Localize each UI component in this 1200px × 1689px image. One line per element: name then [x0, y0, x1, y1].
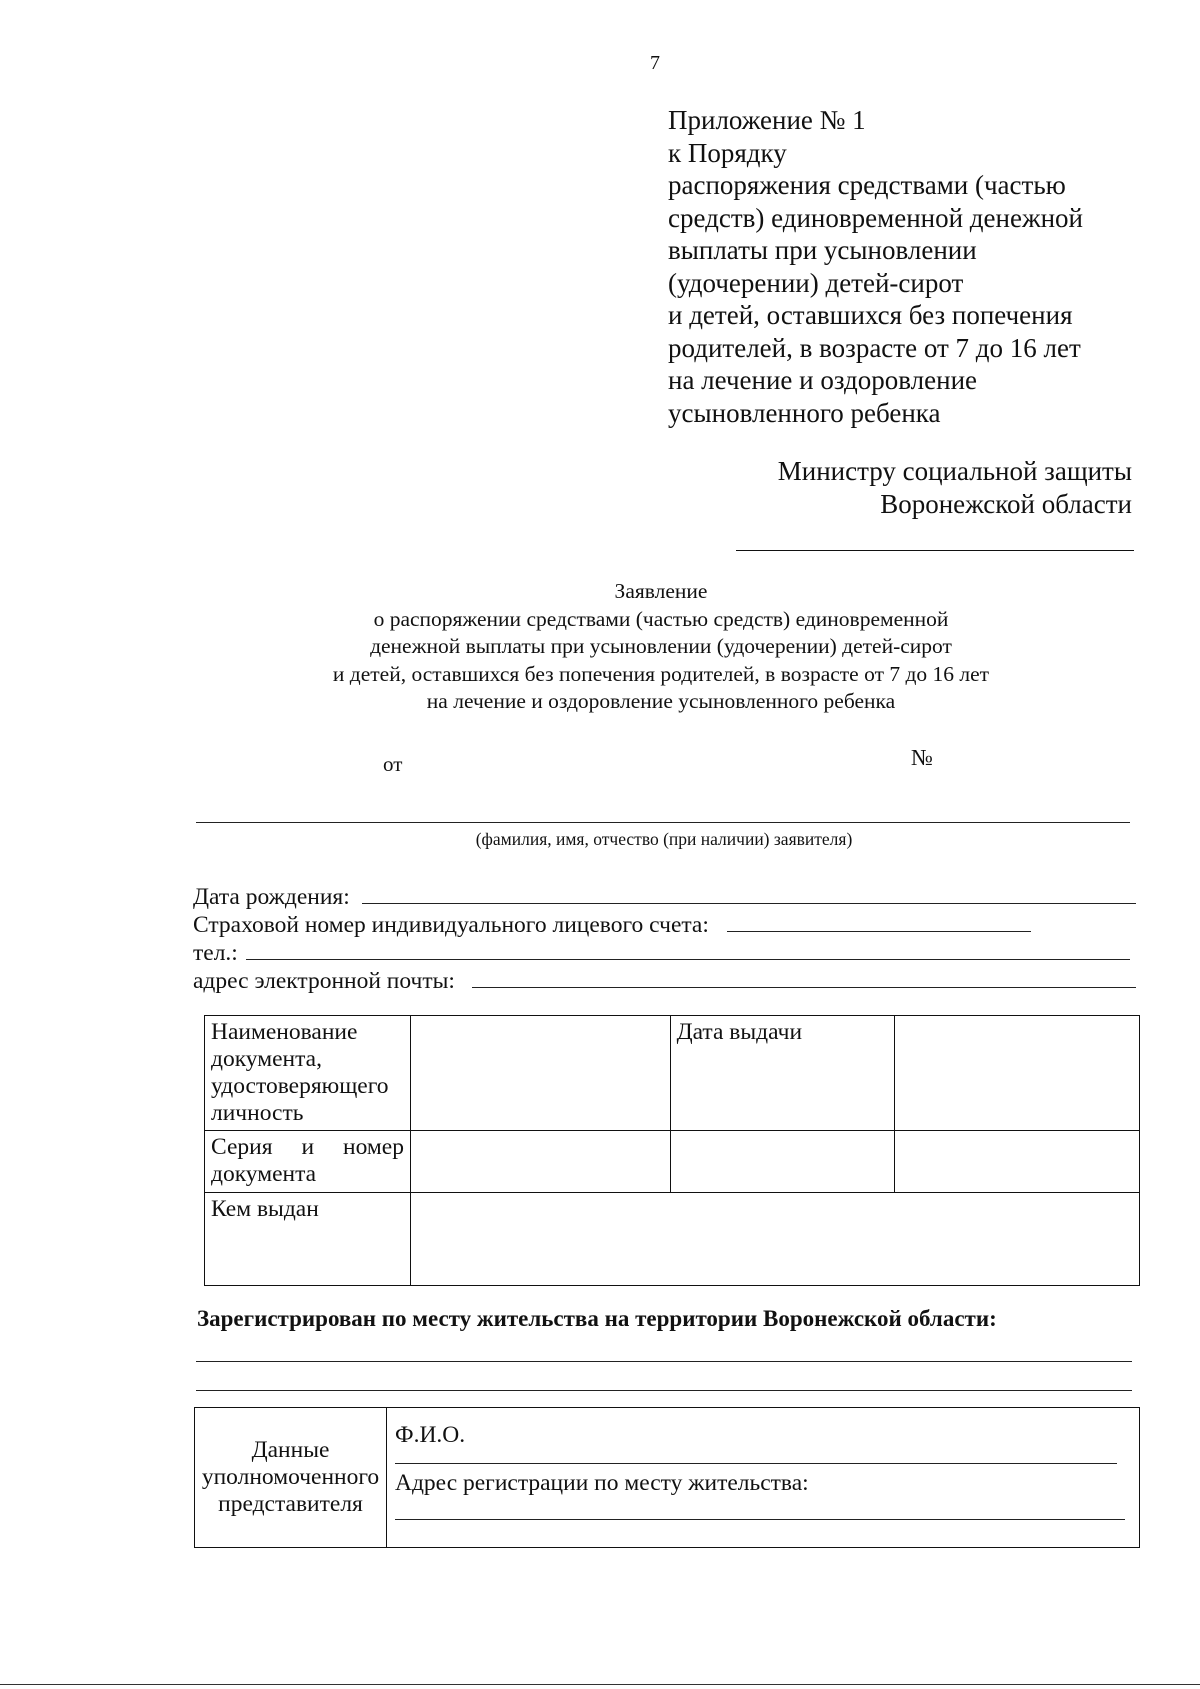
appendix-line: родителей, в возрасте от 7 до 16 лет: [668, 332, 1081, 363]
snils-field: [193, 912, 709, 939]
birth-date-line[interactable]: [362, 903, 1136, 904]
table-row: [195, 1408, 1140, 1548]
appendix-line: средств) единовременной денежной: [668, 202, 1083, 233]
appendix-line: (удочерении) детей-сирот: [668, 267, 964, 298]
email-field: [193, 968, 455, 995]
page-number: 7: [650, 52, 660, 74]
representative-fio-line[interactable]: [395, 1463, 1117, 1464]
appendix-line: распоряжения средствами (частью: [668, 170, 1066, 200]
addressee: [778, 455, 1132, 521]
issue-date-value[interactable]: [895, 1016, 1140, 1131]
birth-date-field: [193, 884, 350, 911]
applicant-caption: (фамилия, имя, отчество (при наличии) заявителя): [475, 829, 853, 849]
page-bottom-edge: [0, 1684, 1200, 1685]
title-line: на лечение и оздоровление усыновленного ребенка: [426, 689, 896, 713]
snils-label: Страховой номер индивидуального лицевого счета:: [193, 912, 709, 938]
applicant-name-line[interactable]: [196, 822, 1130, 823]
email-line[interactable]: [472, 987, 1136, 988]
identity-document-table: [204, 1015, 1140, 1286]
issue-date-label: Дата выдачи: [670, 1016, 895, 1131]
from-label: от: [383, 752, 403, 776]
appendix-line: и детей, оставшихся без попечения: [668, 300, 1073, 330]
title-line: денежной выплаты при усыновлении (удочерении) детей-сирот: [370, 634, 952, 658]
number-label: №: [911, 745, 933, 770]
series-number-extra-1[interactable]: [670, 1131, 895, 1193]
representative-label: Данные уполномоченного представителя: [195, 1408, 387, 1548]
phone-label: тел.:: [193, 940, 238, 966]
registration-title: Зарегистрирован по месту жительства на территории Воронежской области:: [197, 1306, 997, 1331]
appendix-line: Приложение № 1: [668, 105, 866, 135]
series-number-label: Серия и номер документа: [205, 1131, 411, 1193]
appendix-header: [668, 104, 1083, 429]
table-row: [205, 1131, 1140, 1193]
doc-name-label: Наименование документа, удостоверяющего личность: [205, 1016, 411, 1131]
title-line: о распоряжении средствами (частью средств) единовременной: [373, 606, 949, 631]
doc-name-value[interactable]: [410, 1016, 670, 1131]
registration-line-1[interactable]: [196, 1361, 1132, 1362]
series-number-value[interactable]: [410, 1131, 670, 1193]
addressee-line-1: Министру социальной защиты: [777, 456, 1132, 486]
table-row: [205, 1193, 1140, 1286]
series-number-extra-2[interactable]: [895, 1131, 1140, 1193]
table-row: [205, 1016, 1140, 1131]
application-title: [0, 578, 1200, 716]
phone-field: [193, 940, 238, 967]
issued-by-value[interactable]: [410, 1193, 1139, 1286]
phone-line[interactable]: [246, 959, 1130, 960]
representative-address-label: Адрес регистрации по месту жительства:: [395, 1470, 809, 1496]
snils-line[interactable]: [727, 931, 1031, 932]
addressee-blank-line[interactable]: [736, 550, 1134, 551]
appendix-line: к Порядку: [668, 137, 787, 168]
appendix-line: усыновленного ребенка: [668, 397, 941, 428]
appendix-line: на лечение и оздоровление: [668, 365, 978, 395]
title-line: Заявление: [614, 579, 708, 603]
appendix-line: выплаты при усыновлении: [668, 235, 977, 265]
title-line: и детей, оставшихся без попечения родителей, в возрасте от 7 до 16 лет: [332, 661, 990, 686]
representative-fio-label: Ф.И.О.: [395, 1422, 466, 1448]
issued-by-label: Кем выдан: [205, 1193, 411, 1286]
addressee-line-2: Воронежской области: [880, 489, 1132, 519]
representative-details: [387, 1408, 1140, 1548]
email-label: адрес электронной почты:: [193, 968, 455, 994]
registration-line-2[interactable]: [196, 1390, 1132, 1391]
representative-table: [194, 1407, 1140, 1548]
representative-address-line[interactable]: [395, 1519, 1125, 1520]
birth-date-label: Дата рождения:: [193, 884, 350, 910]
